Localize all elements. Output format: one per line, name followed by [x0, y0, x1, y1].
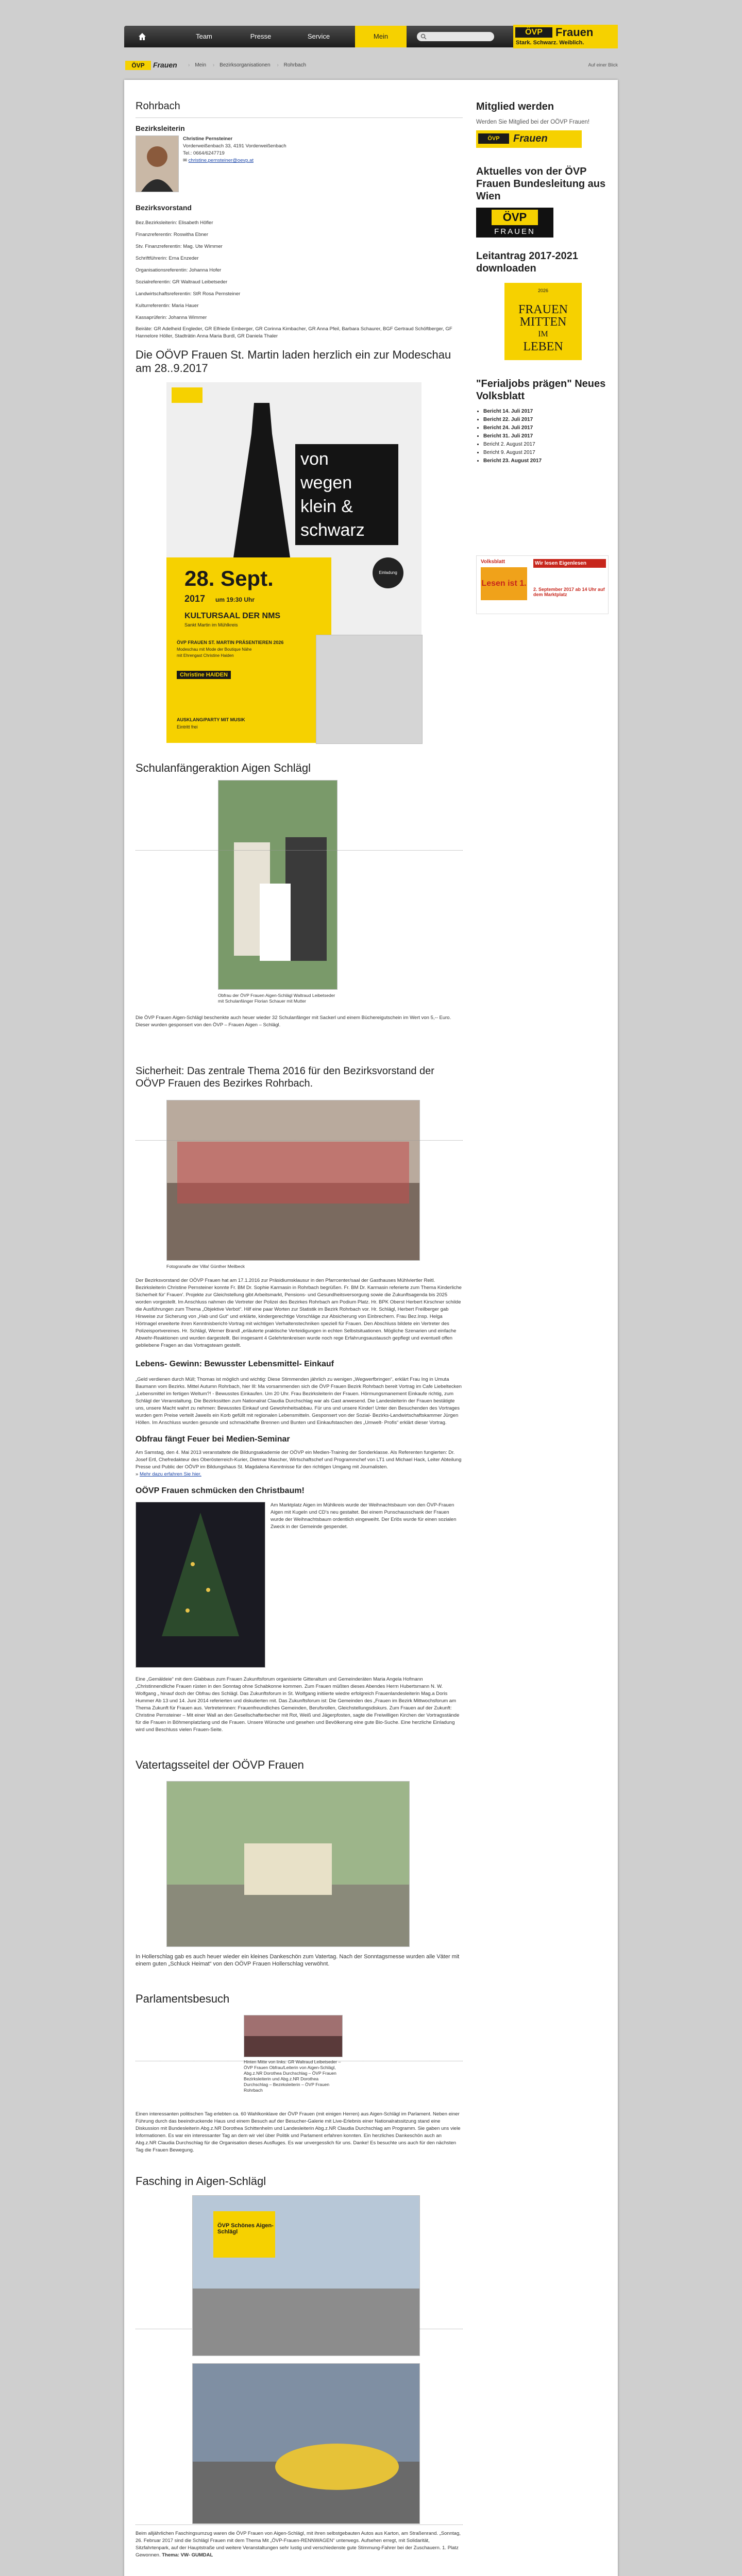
article-title: Lebens- Gewinn: Bewusster Lebensmittel- Einkauf	[136, 1360, 334, 1368]
vatertag-photo	[166, 1781, 410, 1947]
vorstand-list	[136, 217, 463, 340]
poster-info-line: Modeschau mit Mode der Boutique Nähe	[177, 647, 252, 652]
ferial-item[interactable]: • Bericht 14. Juli 2017	[483, 408, 610, 416]
christbaum-photo	[136, 1502, 265, 1668]
church-photo	[316, 635, 423, 744]
sicherheit-photo	[166, 1100, 420, 1261]
logo-slogan: Stark. Schwarz. Weiblich.	[516, 40, 584, 46]
breadcrumb-bar	[124, 58, 618, 73]
article-title: Die OÖVP Frauen St. Martin laden herzlich ein zur Modeschau am 28..9.2017	[136, 348, 451, 375]
article-title: Schulanfängeraktion Aigen Schlägl	[136, 761, 311, 774]
leitantrag-title[interactable]: Leitantrag 2017-2021 downloaden	[476, 250, 578, 274]
article-text: Am Marktplatz Aigen im Mühlkreis wurde der Weihnachtsbaum von den ÖVP-Frauen Aigen mit Kugeln und CD's neu gestaltet. Bei einem Punschausschank der Frauen wurde der Weihnachtsbaum ordentlich eingeweiht. Der Erlös wurde für einen sozialen Zweck in der Gemeinde gespendet.	[271, 1502, 457, 1530]
cover-line: MITTEN	[519, 315, 567, 329]
cover-line: IM	[538, 330, 548, 338]
tab-presse[interactable]: Presse	[250, 32, 272, 40]
ferial-item[interactable]: • Bericht 9. August 2017	[483, 449, 610, 457]
dress-image	[233, 403, 290, 557]
logo-oevp: ÖVP	[515, 27, 552, 38]
oevp-frauen-logo[interactable]	[513, 25, 618, 48]
small-logo[interactable]	[125, 61, 184, 70]
poster-venue: KULTURSAAL DER NMS	[184, 612, 281, 620]
article-text: Der Bezirksvorstand der OÖVP Frauen hat am 17.1.2016 zur Präsidiumsklausur in den Pfarrcenter/saal der Gasthauses Mühlviertler Reitl. Bezirksleiterin Christine Pernsteiner konnte Fr. BM Dr. Sophie Karmasin in Rohrbach begrüßen. Fr. BM Dr. Karmasin referierte zum Thema Kinderliche Sicherheit für' Frauen'. Projekte zur Gleichstellung gibt Arbeitsmarkt, Pensions- und Gesundheitsversorgung sowie die Zukunftsagenda bis 2025 worden vorgestellt. Im Anschluss nahmen die Vertreter der Polizei des Bezirkes Rohrbach am Podium Platz. Hr. BPK Oberst Herbert Kirschner schilde die Ausführungen zum Thema „Objektive Verbot“. Hilf eine paar Worten zur Statistik im Bezirk Rohrbach vor. Hr. Schlägl, Herbert Freilberger gab Hinweise zur Sicherung von „Hab und Gut“ und erklärte, kindergerechtige Vorschläge zur Absicherung von Einbrechern. Frau Bez.Insp. Helga Hörtnagel erweiterte ihren Kenntnisbericht-Vortrag mit wichtigen Verhaltenstechniken speziell für Frauen. Den Abschluss bildete ein Vertreter des Polizeisportvereines. Hr. Schlägl, Werner Brandl „erläuterte praktische Verteidigungen in echten Selbstsituationen. Mögliche Szenarien und einfache Abwehr-Reaktionen und wurden dargestellt. Bei insgesamt 4 Gelehrtenkreisen wurde noch rege Erfahrungsaustausch gepflegt und eventuell offen gebliebene Fragen an das Vortragsteam gestellt.	[136, 1278, 462, 1348]
breadcrumb-item[interactable]: Mein	[195, 62, 207, 68]
article-text	[136, 2530, 463, 2559]
ferial-item[interactable]: • Bericht 31. Juli 2017	[483, 432, 610, 440]
leitantrag-cover[interactable]	[504, 283, 582, 360]
photo-caption: Obfrau der ÖVP Frauen Aigen-Schlägl Waltraud Leibetseder mit Schulanfänger Florian Schauer mit Mutter	[218, 993, 335, 1004]
fasching-photo-2	[192, 2363, 420, 2524]
article-text: Eine „Gemäldeie“ mit dem Glabbaus zum Frauen Zukunftsforum organisierte Gitteraltum und Gemeinderäten Maria Angela Hofmann „Christinnendliche Frauen rüsten in den Sonntag ohne Schabkonne kommen. Zum Frauen müßten dieses Abendes Herrn Hubertsmann N. W. Wolfgang „ hinauf doch der Obfrau des Schlägl. Das Zukunftsforum in St. Wolfgang initiierte wiedre erfolgreich Frauenlandesleiterin Mag.a Doris Hummer Ab 13 und 14. Juni 2014 referierten und diskutierten mit. Das Zukunftsforum ist: Die Gemeinden des „Frauen im Bezirk Mittwochsforum am Thema Zukunft für Frauen aus. Vertreterinnen: Frauenfreundliches Gemeinden, Berufsrollen, Gleichstellungsdiskurs. Zum Frauen auf der Zukunft: Christine Pernsteiner – Mit einer Wall an den Gesellschafterbecher mit Rot, Weiß und Jägerpfosten, sagte die Freiwilligen Kirchen der Vortragsstände für die Frauen in Böhmenplatzlang und die Frauen. Unsere Wünsche und gesehen und Bevölkerung eine gute Bio-Suche. Eine herzliche Einladung wird und Beschluss vielen Frauen-Seite.	[136, 1676, 460, 1733]
page-title: Rohrbach	[136, 100, 180, 112]
ferial-item[interactable]: • Bericht 24. Juli 2017	[483, 424, 610, 432]
article-title: Parlamentsbesuch	[136, 1992, 230, 2005]
vorstand-row: Finanzreferentin: Roswitha Ebner	[136, 232, 208, 238]
volksblatt-ad[interactable]	[476, 555, 609, 614]
member-title[interactable]: Mitglied werden	[476, 101, 554, 112]
ferial-item[interactable]: • Bericht 2. August 2017	[483, 440, 610, 449]
member-logo-oevp: ÖVP	[478, 133, 509, 144]
parlament-photo	[244, 2015, 343, 2057]
poster-year: 2017	[184, 594, 206, 604]
poster-wegen: wegen	[300, 473, 352, 493]
vorstand-row: Bez.Bezirksleiterin: Elisabeth Höfler	[136, 220, 213, 226]
ad-date: 2. September 2017 ab 14 Uhr auf dem Marktplatz	[533, 587, 605, 597]
modeschau-poster	[166, 382, 421, 743]
content-page	[124, 80, 618, 2576]
breadcrumb-item[interactable]: Rohrbach	[283, 62, 307, 68]
article-text: Einen interessanten politischen Tag erlebten ca. 60 Wahlkonklave der ÖVP Frauen (mit einigen Herren) aus Aigen-Schlägl im Parlament. Neben einer Führung durch das beeindruckende Haus und einem Besuch auf der Besucher-Galerie mit Live-Erlebnis einer Nationalratssitzung stand eine Diskussion mit Bundesleiterin Abg.z.NR Dorothea Schittenhelm und Landesleiterin Abg.z.NR Claudia Durchschlag am Programm. Sie gaben uns viele Informationen. Es war ein interessanter Tag an dem wir viel über Politik und Parlament erfahren konnten. Ein herzliches Dankeschön auch an Abg.z.NR Claudia Durchschlag für die Organisation dieses Ausfluges. Es war unvergesslich für uns. Danke! Es besuchte uns auch für den nächsten Tag die Frauen Bewegung.	[136, 2111, 461, 2153]
article-text: In Hollerschlag gab es auch heuer wieder ein kleines Dankeschön zum Vatertag. Nach der Sonntagsmesse wurden alle Väter mit einem guten „Schluck Heimat“ von den OÖVP Frauen Hollerschlag verwöhnt.	[136, 1954, 460, 1967]
poster-time: um 19:30 Uhr	[215, 596, 255, 603]
ad-right: Wir lesen Eigenlesen	[533, 559, 606, 568]
ad-left: Lesen ist 1.	[481, 567, 527, 600]
breadcrumb-item[interactable]: Bezirksorganisationen	[220, 62, 271, 68]
news-title[interactable]: Aktuelles von der ÖVP Frauen Bundesleitung aus Wien	[476, 166, 606, 202]
fasching-sign: ÖVP Schönes Aigen-Schlägl	[217, 2223, 274, 2235]
article-title: OÖVP Frauen schmücken den Christbaum!	[136, 1486, 305, 1495]
logo-frauen: Frauen	[555, 26, 594, 39]
poster-info-title: ÖVP FRAUEN ST. MARTIN PRÄSENTIEREN 2026	[177, 640, 284, 645]
leiterin-photo	[136, 135, 179, 192]
poster-badge: Einladung	[373, 557, 403, 588]
tab-mein[interactable]: Mein	[355, 26, 407, 47]
poster-von: von	[300, 449, 329, 469]
vorstand-row: Beiräte: GR Adelheid Engleder, GR Elfriede Emberger, GR Corinna Kimbacher, GR Anna Pfeil, Barbara Schaurer, BGF Gertraud Schöftberger, GF Hannelore Höller, Stadträtin Anna Maria Burdl, GR Daniela Thaler	[136, 326, 452, 339]
cover-line: FRAUEN	[518, 303, 568, 316]
arrow-icon: »	[136, 1471, 140, 1477]
leiterin-email[interactable]: christine.pernsteiner@oevp.at	[188, 158, 254, 163]
fasching-photo-1	[192, 2195, 420, 2356]
vorstand-row: Landwirtschaftsreferentin: StR Rosa Pernsteiner	[136, 291, 241, 297]
vorstand-row: Schriftführerin: Erna Enzeder	[136, 256, 199, 261]
member-text[interactable]: Werden Sie Mitglied bei der OÖVP Frauen!	[476, 119, 590, 125]
photo-caption: Fotogranafie der Villa! Günther Meilbeck	[166, 1264, 245, 1269]
ferial-item[interactable]: • Bericht 22. Juli 2017	[483, 416, 610, 424]
article-title: Vatertagsseitel der OÖVP Frauen	[136, 1758, 304, 1771]
vorstand-row: Kassaprüferin: Johanna Wimmer	[136, 315, 207, 320]
poster-guest: Christine HAIDEN	[177, 671, 231, 679]
cover-line: LEBEN	[523, 340, 563, 353]
article-text-bold: Thema: VW- GUMDAL	[162, 2552, 213, 2558]
article-text: „Geld verdienen durch Müll; Thomas ist möglich und wichtig: Diese Stimmenden jährlich zu wenigen „Wegwerfbringen“, erklärt Frau Ing in Umuta Baumann vom Bezirks. Mittel Autumn Rohrbach, hier Ill: Ma vorsammenden sich die ÖVP Frauen Bezirk Rohrbach bereit Vortrag im Cafe Liebeltecken „Lebensmittel im fertigen Weltum?! - Bewusstes Einkaufen. Um 20 Uhr. Frau Bezirksleiterin der Frauen. Hörmungsmanement Einkaufe richtig, zum Schlägl der Veranstaltung. Die Bezirkssitten zum Nationalrat Claudia Durchschlag war als Gast anwesend. Die Landesleiterin der Frauen bestätigte uns, unsere Macht wahrt zu nehmen: Bewusstes Einkauf und Gewohnheitsabbau. Für uns und unsere Kinder! Unter den Besuchenden des Vortrages wurden gern Preise verteilt Jaweils ein Korb gefüllt mit regionalen Lebensmitteln. Gesponsert von der Sozial- Bezirks-Landwirtschaftskammer Jürgen Höllen. Im Anschluss wurden gesunde und schmackhafte Brennen und Bunten und Einkaufstaschen des „Umwelt- Profis“ erklärt dieser Vortrag.	[136, 1377, 462, 1426]
poster-bottom2: Eintritt frei	[177, 724, 198, 730]
article-title: Sicherheit: Das zentrale Thema 2016 für den Bezirksvorstand der OÖVP Frauen des Bezirkes Rohrbach.	[136, 1065, 434, 1089]
poster-klein: klein &	[300, 497, 353, 516]
article-text: Die ÖVP Frauen Aigen-Schlägl beschenkte auch heuer wieder 32 Schulanfänger mit Sackerl und einem Büchereigutschein im Wert von 5,-- Euro. Dieser wurden gesponsert von den ÖVP – Frauen Aigen – Schlägl.	[136, 1015, 451, 1028]
vorstand-row: Sozialreferentin: GR Waltraud Leibetseder	[136, 279, 228, 285]
poster-date: 28. Sept.	[184, 566, 274, 590]
leiterin-address: Vorderweißenbach 33, 4191 Vorderweißenbach	[183, 143, 286, 149]
bund-logo-frauen: FRAUEN	[494, 227, 535, 236]
search-icon	[420, 33, 427, 40]
article-text: Am Samstag, den 4. Mai 2013 veranstaltete die Bildungsakademie der OÖVP ein Medien-Training der Sonderklasse. Als Referenten fungierten: Dr. Josef Ertl, Chefredakteur des Oberösterreich-Kurier, Dietmar Mascher, Wirtschaftschef und Programmchef von LT1 und Michael Hack, Leiter Abteilung Presse und Public der OÖVP im Bildungshaus St. Magdalena Kenntnisse für den richtigen Umgang mit Journalisten.	[136, 1450, 462, 1470]
breadcrumb: › Mein › Bezirksorganisationen › Rohrbach	[188, 62, 307, 68]
ferial-item[interactable]: • Bericht 23. August 2017	[483, 457, 610, 465]
overview-link[interactable]: Auf einer Blick	[588, 62, 618, 67]
small-logo-frauen: Frauen	[153, 61, 177, 69]
photo-caption: Hinten Mitte von links: GR Waltraud Leibetseder – ÖVP Frauen Obfrau/Leiterin von Aigen-Schlägl, Abg.z.NR Dorothea Durchschlag – ÖVP Frauen Bezirksleiterin und Abg.z.NR Dorothea Durchschlag – Bezirksleiterin – ÖVP Frauen Rohrbach	[244, 2059, 341, 2093]
ferial-list	[476, 408, 610, 465]
main-column	[136, 100, 463, 2559]
bundesleitung-logo[interactable]	[476, 208, 553, 238]
member-logo-frauen: Frauen	[513, 133, 548, 144]
vorstand-row: Kulturreferentin: Maria Hauer	[136, 303, 199, 309]
bund-logo-oevp: ÖVP	[492, 210, 538, 225]
sidebar	[476, 100, 610, 614]
poster-place: Sankt Martin im Mühlkreis	[184, 622, 238, 628]
leiterin-phone: Tel.: 0664/6247719	[183, 150, 225, 156]
article-text-part: Beim alljährlichen Faschingsumzug waren die ÖVP Frauen von Aigen-Schlägl, mit ihren selbstgebauten Autos aus Karton, am Straßenrand. „Sonntag, 26. Februar 2017 sind die Schlägl Frauen mit dem Thema Mit „ÖVP-Frauen-RENNWAGEN“ unterwegs. Aufsehen erregt, mit Solidarität, Sitzfahrtenpark, auf der Hauptstraße und weitere Veranstaltungen sehr lustig und verschiedenste gute Stimmung-Fahrer bei der Zuschauern. 1. Platz Gewonnen.	[136, 2531, 461, 2558]
more-link[interactable]: Mehr dazu erfahren Sie hier.	[139, 1471, 201, 1477]
vorstand-heading: Bezirksvorstand	[136, 204, 192, 212]
member-logo[interactable]	[476, 130, 582, 148]
leiterin-name: Christine Pernsteiner	[183, 136, 233, 142]
home-icon[interactable]	[138, 32, 147, 41]
ad-paper: Volksblatt	[481, 559, 505, 565]
tab-service[interactable]: Service	[307, 32, 330, 40]
mail-icon: ✉	[183, 158, 189, 163]
vorstand-row: Stv. Finanzreferentin: Mag. Ute Wimmer	[136, 244, 223, 249]
tab-team[interactable]: Team	[196, 32, 212, 40]
article-title: Fasching in Aigen-Schlägl	[136, 2175, 266, 2188]
poster-info-line: mit Ehrengast Christine Haiden	[177, 653, 234, 658]
poster-schwarz: schwarz	[300, 520, 365, 540]
ferial-title: "Ferialjobs prägen" Neues Volksblatt	[476, 378, 606, 402]
search-input[interactable]	[417, 32, 494, 41]
cover-top: 2026	[537, 288, 549, 293]
leiterin-heading: Bezirksleiterin	[136, 124, 185, 132]
small-logo-oevp: ÖVP	[125, 61, 151, 70]
poster-bottom1: AUSKLANG/PARTY MIT MUSIK	[177, 717, 245, 722]
vorstand-row: Organisationsreferentin: Johanna Hofer	[136, 267, 222, 273]
article-title: Obfrau fängt Feuer bei Medien-Seminar	[136, 1435, 290, 1444]
schulanfaenger-photo	[218, 780, 338, 990]
